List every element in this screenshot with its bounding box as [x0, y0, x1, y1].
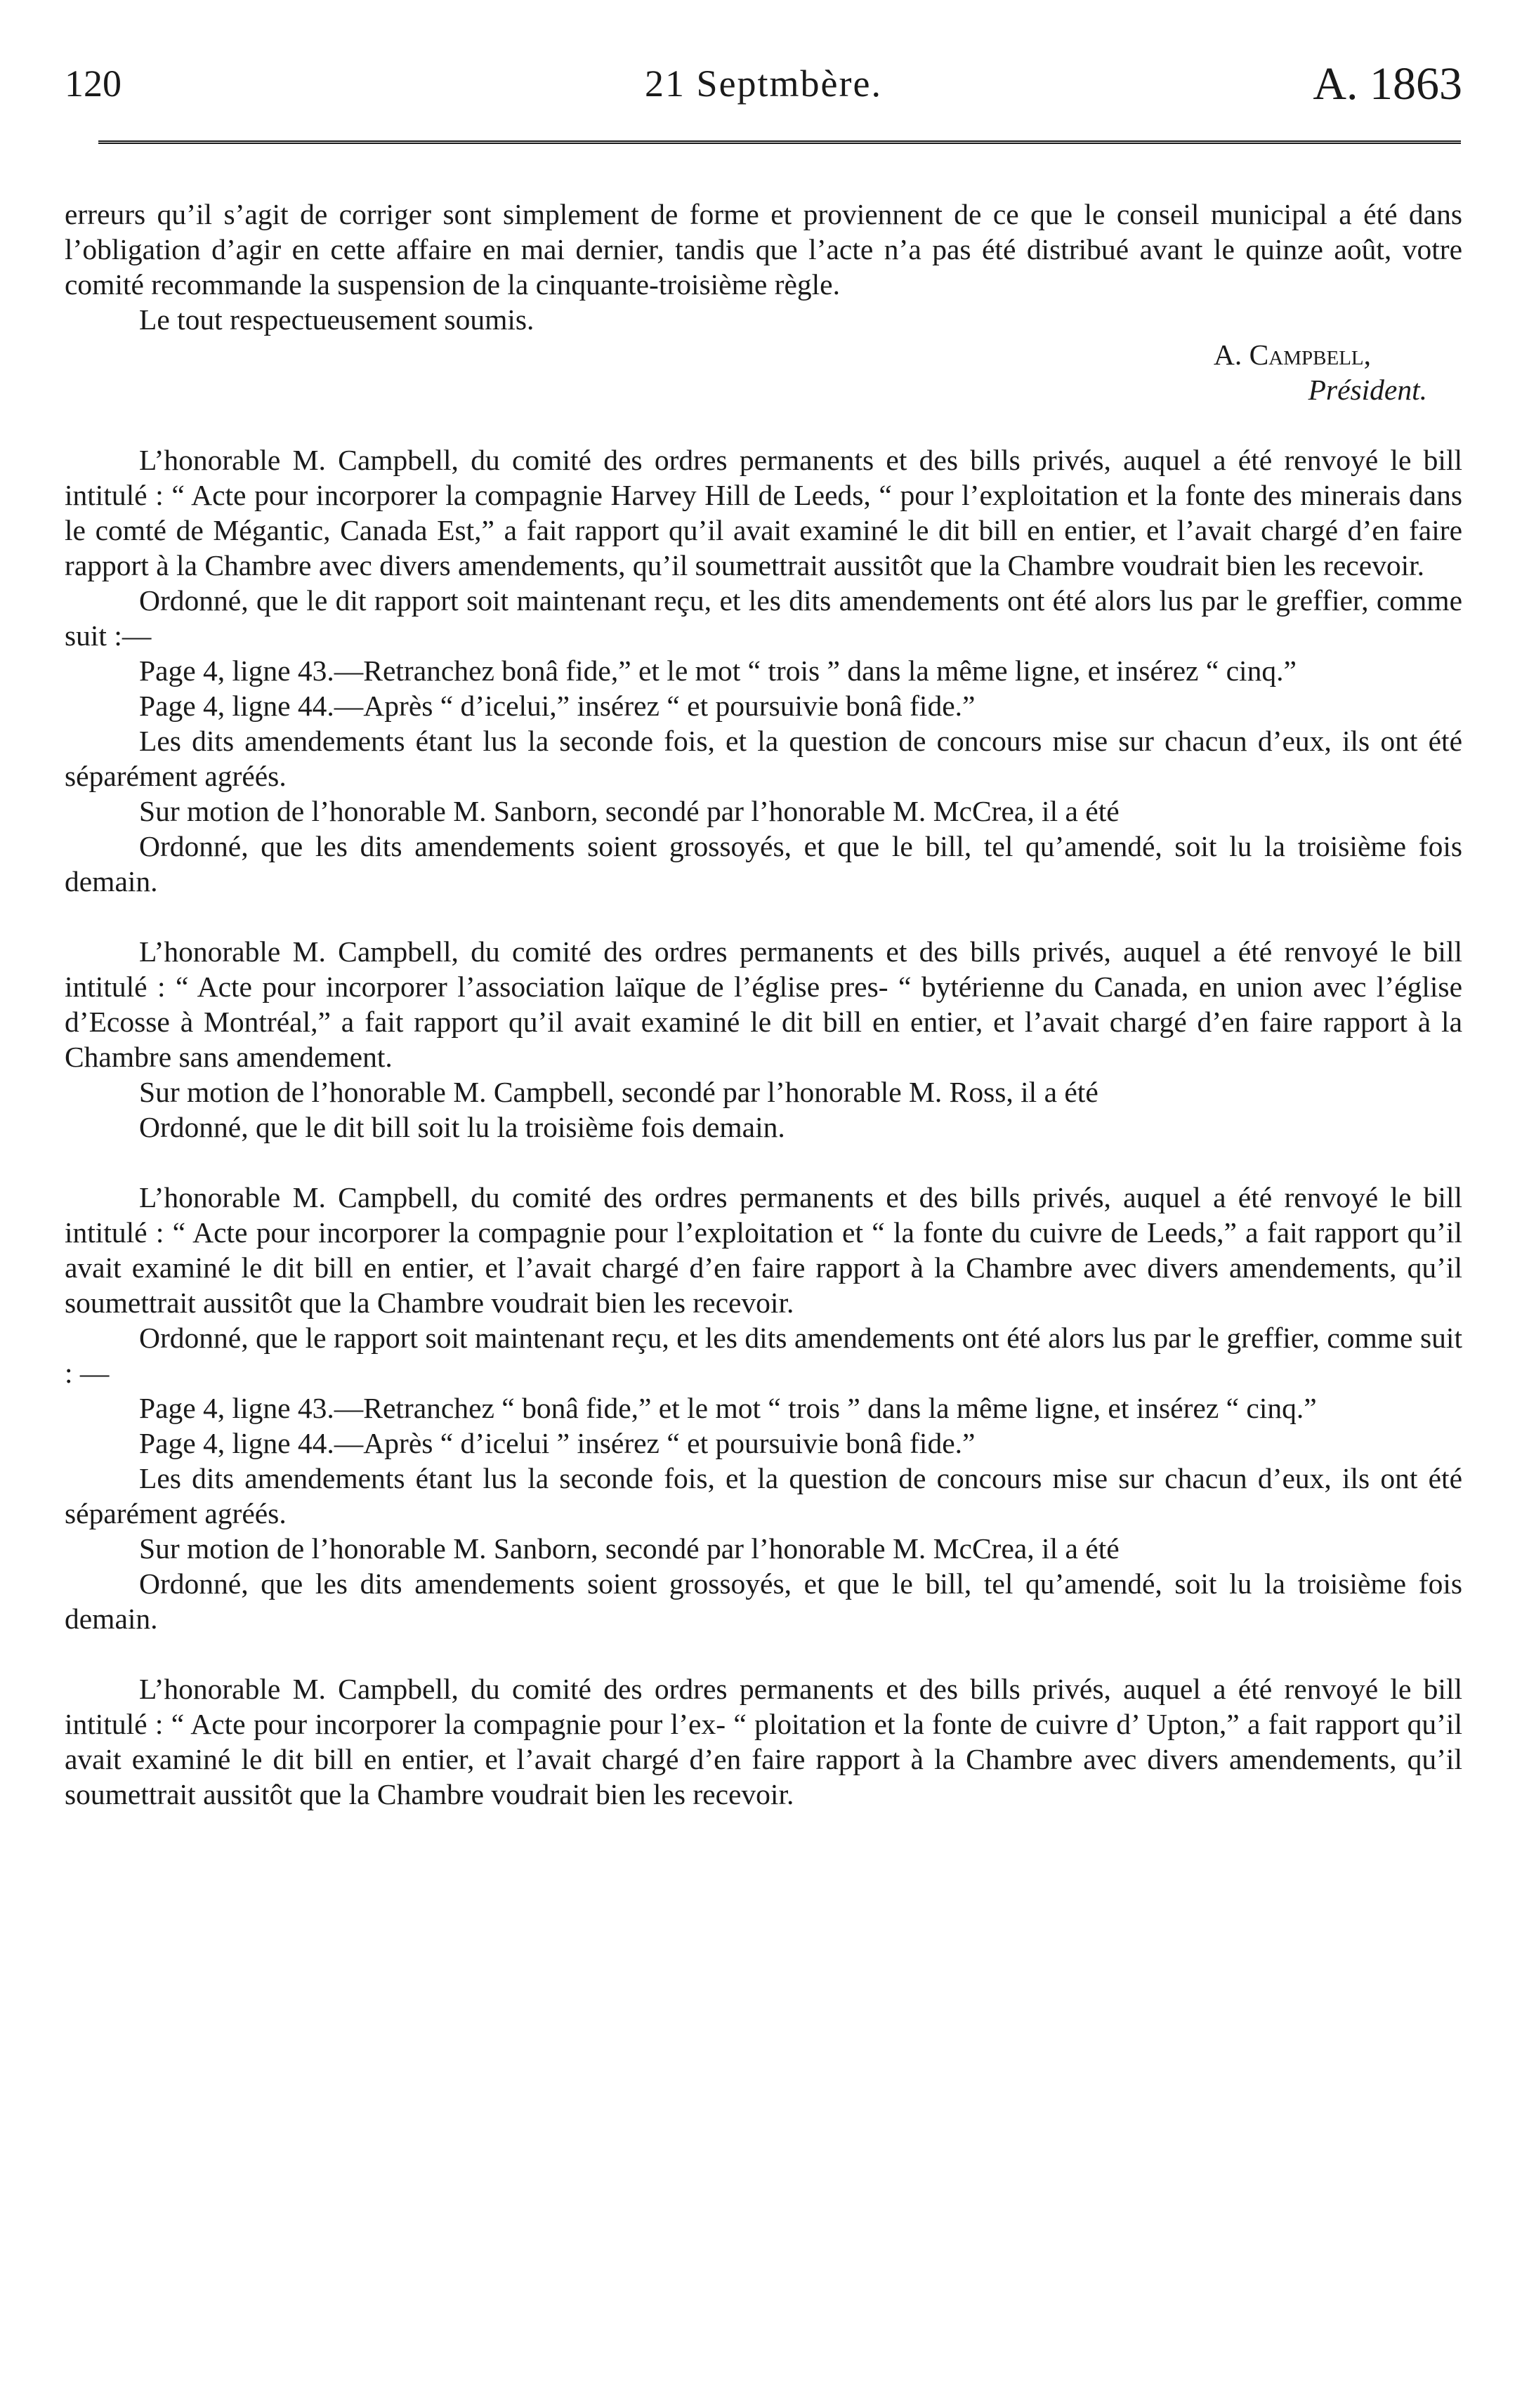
- paragraph: Ordonné, que le dit rapport soit maintenant reçu, et les dits amendements ont été alors lus par le greffier, comme suit :—: [65, 584, 1462, 652]
- page-number: 120: [65, 62, 122, 105]
- page-year: A. 1863: [1313, 58, 1462, 110]
- paragraph: Page 4, ligne 43.—Retranchez bonâ fide,” et le mot “ trois ” dans la même ligne, et insérez “ cinq.”: [139, 654, 1297, 687]
- paragraph: Page 4, ligne 43.—Retranchez “ bonâ fide,” et le mot “ trois ” dans la même ligne, et insérez “ cinq.”: [139, 1392, 1317, 1424]
- header-rule: [98, 140, 1461, 147]
- paragraph: L’honorable M. Campbell, du comité des ordres permanents et des bills privés, auquel a été renvoyé le bill intitulé : “ Acte pour incorporer l’association laïque de l’église pres- “ bytérienne du Canada, en union avec l’église d’Ecosse à Montréal,” a fait rapport qu’il avait examiné le dit bill en entier, et l’avait chargé d’en faire rapport à la Chambre sans amendement.: [65, 935, 1462, 1073]
- paragraph: Sur motion de l’honorable M. Sanborn, secondé par l’honorable M. McCrea, il a été: [139, 1532, 1120, 1565]
- page-date: 21 Septmbère.: [645, 62, 882, 105]
- paragraph: Sur motion de l’honorable M. Sanborn, secondé par l’honorable M. McCrea, il a été: [139, 795, 1120, 827]
- signature-name: A. Campbell,: [1213, 338, 1371, 371]
- page-header: [65, 58, 1462, 118]
- signature-block: [65, 337, 1462, 407]
- paragraph: Ordonné, que le dit bill soit lu la troisième fois demain.: [139, 1111, 785, 1143]
- paragraph: Le tout respectueusement soumis.: [139, 303, 534, 336]
- paragraph: L’honorable M. Campbell, du comité des ordres permanents et des bills privés, auquel a été renvoyé le bill intitulé : “ Acte pour incorporer la compagnie pour l’exploitation et “ la fonte du cuivre de Leeds,” a fait rapport qu’il avait examiné le dit bill en entier, et l’avait chargé d’en faire rapport à la Chambre avec divers amendements, qu’il soumettrait aussitôt que la Chambre voudrait bien les recevoir.: [65, 1181, 1462, 1319]
- paragraph: Ordonné, que les dits amendements soient grossoyés, et que le bill, tel qu’amendé, soit lu la troisième fois demain.: [65, 1567, 1462, 1635]
- paragraph: Ordonné, que les dits amendements soient grossoyés, et que le bill, tel qu’amendé, soit lu la troisième fois demain.: [65, 830, 1462, 897]
- paragraph: L’honorable M. Campbell, du comité des ordres permanents et des bills privés, auquel a été renvoyé le bill intitulé : “ Acte pour incorporer la compagnie Harvey Hill de Leeds, “ pour l’exploitation et la fonte des minerais dans le comté de Mégantic, Canada Est,” a fait rapport qu’il avait examiné le dit bill en entier, et l’avait chargé d’en faire rapport à la Chambre avec divers amendements, qu’il soumettrait aussitôt que la Chambre voudrait bien les recevoir.: [65, 444, 1462, 581]
- paragraph: Sur motion de l’honorable M. Campbell, secondé par l’honorable M. Ross, il a été: [139, 1076, 1098, 1108]
- signature-role: Président.: [1308, 374, 1427, 406]
- body-text: [65, 197, 1462, 1812]
- paragraph: Les dits amendements étant lus la seconde fois, et la question de concours mise sur chacun d’eux, ils ont été séparément agréés.: [65, 725, 1462, 792]
- paragraph: L’honorable M. Campbell, du comité des ordres permanents et des bills privés, auquel a été renvoyé le bill intitulé : “ Acte pour incorporer la compagnie pour l’ex- “ ploitation et la fonte de cuivre d’ Upton,” a fait rapport qu’il avait examiné le dit bill en entier, et l’avait chargé d’en faire rapport à la Chambre avec divers amendements, qu’il soumettrait aussitôt que la Chambre voudrait bien les recevoir.: [65, 1673, 1462, 1810]
- paragraph: Les dits amendements étant lus la seconde fois, et la question de concours mise sur chacun d’eux, ils ont été séparément agréés.: [65, 1462, 1462, 1529]
- paragraph: erreurs qu’il s’agit de corriger sont simplement de forme et proviennent de ce que le conseil municipal a été dans l’obligation d’agir en cette affaire en mai dernier, tandis que l’acte n’a pas été distribué avant le quinze août, votre comité recommande la suspension de la cinquante-troisième règle.: [65, 198, 1462, 301]
- paragraph: Page 4, ligne 44.—Après “ d’icelui,” insérez “ et poursuivie bonâ fide.”: [139, 690, 976, 722]
- paragraph: Page 4, ligne 44.—Après “ d’icelui ” insérez “ et poursuivie bonâ fide.”: [139, 1427, 976, 1459]
- paragraph: Ordonné, que le rapport soit maintenant reçu, et les dits amendements ont été alors lus par le greffier, comme suit : —: [65, 1322, 1462, 1389]
